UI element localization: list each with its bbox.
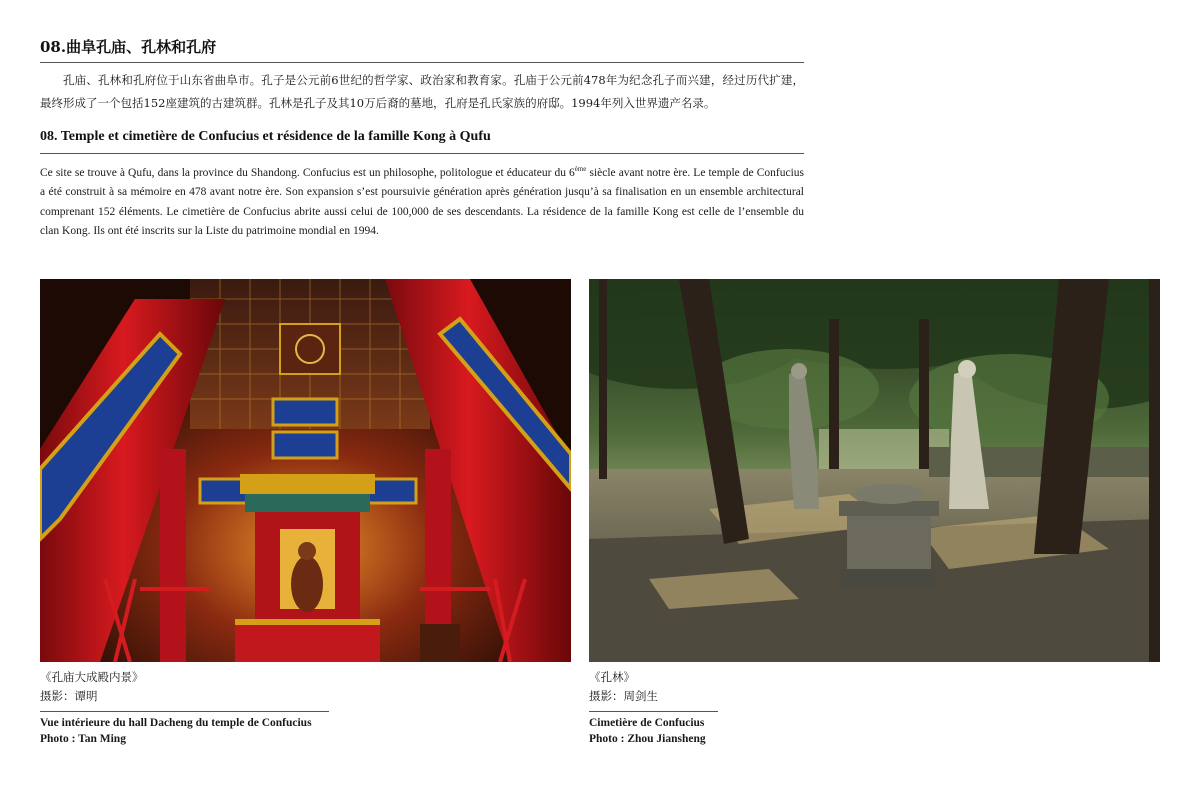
french-paragraph: [40, 160, 804, 242]
right-photo-title-zh: 《孔林》: [589, 670, 635, 684]
left-photo-title-fr: Vue intérieure du hall Dacheng du temple de Confucius: [40, 717, 312, 729]
heading-divider: [40, 62, 804, 63]
left-photo-credit-zh: 摄影：谭明: [40, 689, 98, 703]
heading-divider: [40, 153, 804, 154]
left-photo-title-zh: 《孔庙大成殿内景》: [40, 670, 144, 684]
chinese-paragraph: 孔庙、孔林和孔府位于山东省曲阜市。孔子是公元前6世纪的哲学家、政治家和教育家。孔庙于公元前478年为纪念孔子而兴建，经过历代扩建，最终形成了一个包括152座建筑的古建筑群。孔林是孔子及其10万后裔的墓地，孔府是孔氏家族的府邸。1994年列入世界遗产名录。: [40, 73, 804, 110]
ordinal-suffix: ème: [574, 165, 587, 173]
chinese-heading: 08.曲阜孔庙、孔林和孔府: [40, 38, 217, 56]
right-photo-title-fr: Cimetière de Confucius: [589, 717, 705, 729]
right-photo-credit-zh: 摄影：周剑生: [589, 689, 658, 703]
confucius-cemetery-photo: [589, 279, 1160, 662]
caption-divider: [589, 711, 718, 712]
french-paragraph-text: Ce site se trouve à Qufu, dans la province du Shandong. Confucius est un philosophe, politologue et éducateur du 6: [40, 166, 575, 179]
french-paragraph-text: siècle avant notre ère. Le temple de Confucius a été construit à sa mémoire en 478 avant notre ère. Son expansion s’est poursuivie génération après génération jusqu’à sa finalisation en un ensemble architectural comprenant 152 éléments. Le cimetière de Confucius abrite aussi celui de 100,000 de ses descendants. La résidence de la famille Kong est celle de l’ensemble du clan Kong. Ils ont été inscrits sur la Liste du patrimoine mondial en 1994.: [40, 166, 804, 238]
left-photo-credit-fr: Photo : Tan Ming: [40, 733, 126, 745]
french-heading: 08. Temple et cimetière de Confucius et résidence de la famille Kong à Qufu: [40, 129, 491, 144]
right-photo-credit-fr: Photo : Zhou Jiansheng: [589, 733, 706, 745]
caption-divider: [40, 711, 329, 712]
dacheng-hall-photo: [40, 279, 571, 662]
